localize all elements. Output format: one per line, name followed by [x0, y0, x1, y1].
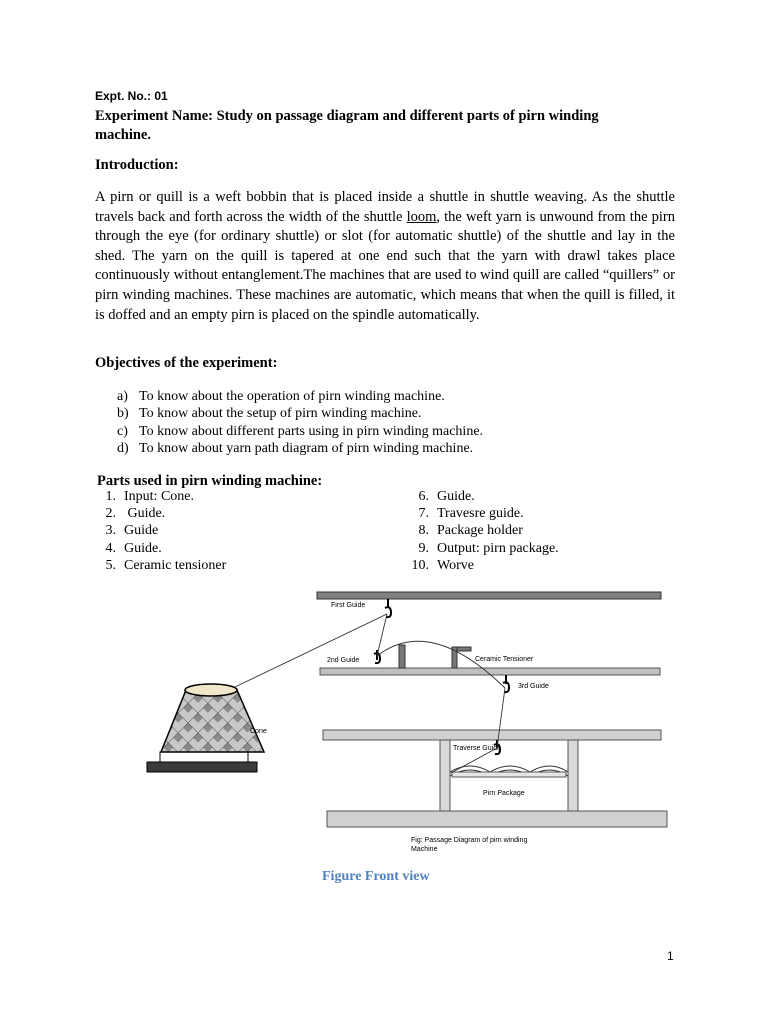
introduction-heading: Introduction:	[95, 157, 179, 173]
list-item-number: 6.	[418, 489, 429, 504]
list-item-text: Guide.	[124, 506, 166, 522]
cone	[147, 684, 264, 772]
list-item-number: 1.	[105, 489, 116, 504]
list-item-text: To know about the operation of pirn winding machine.	[139, 389, 445, 404]
intro-text-part2: , the weft yarn is unwound from the pirn through the eye (for ordinary shuttle) or slot (for automatic shuttle) of the shuttle and lay in the shed. The yarn on the quill is tapered at one end such that the yarn with drawl takes place continuously without entanglement.The machines that are used to wind quill are called “quillers” or pirn winding machines. These machines are automatic, which means that when the quill is filled, it is doffed and an empty pirn is placed on the spindle automatically.	[95, 208, 675, 323]
ceramic-tensioner	[399, 645, 471, 668]
list-item-text: To know about yarn path diagram of pirn winding machine.	[139, 441, 474, 457]
package-holder-left	[440, 740, 450, 811]
list-item-text: To know about different parts using in pirn winding machine.	[139, 423, 484, 439]
experiment-name-line1: Experiment Name: Study on passage diagram and different parts of pirn winding	[95, 108, 599, 124]
traverse-beam	[323, 730, 661, 740]
third-guide	[503, 675, 509, 692]
list-item-label: a)	[117, 389, 128, 404]
second-guide	[374, 650, 380, 663]
label-traverse-guide: Traverse Guide	[453, 745, 501, 752]
label-second-guide: 2nd Guide	[327, 657, 360, 664]
list-item-text: Worve	[437, 557, 474, 573]
list-item-number: 7.	[418, 506, 429, 522]
list-item-text: Guide.	[124, 540, 162, 556]
list-item-number: 3.	[105, 523, 116, 539]
label-third-guide: 3rd Guide	[518, 683, 549, 690]
list-item-number: 5.	[105, 557, 116, 573]
label-pirn-package: Pirn Package	[483, 790, 525, 797]
list-item-number: 4.	[105, 540, 116, 556]
list-item-text: Guide	[124, 523, 159, 539]
list-item-text: To know about the setup of pirn winding machine.	[139, 406, 422, 422]
pirn-package	[450, 766, 568, 777]
cone-base	[147, 762, 257, 772]
list-item-text: Package holder	[437, 523, 523, 539]
list-item-label: b)	[117, 406, 129, 422]
intro-text-part1: A pirn or quill is a weft bobbin that is placed inside a shuttle in shuttle weaving. As the shuttle travels back and forth across the width of the shuttle	[95, 189, 675, 225]
list-item-number: 10.	[411, 557, 429, 573]
experiment-name-line2: machine.	[95, 127, 151, 143]
figure-label-line2: Machine	[411, 846, 438, 853]
list-item-number: 9.	[418, 540, 429, 556]
label-ceramic-tensioner: Ceramic Tensioner	[475, 656, 534, 663]
page-number: 1	[667, 949, 674, 963]
label-first-guide: First Guide	[331, 602, 366, 609]
figure-label-line1: Fig: Passage Diagram of pirn winding	[411, 837, 528, 844]
list-item-label: d)	[117, 441, 129, 457]
package-holder-right	[568, 740, 578, 811]
parts-heading: Parts used in pirn winding machine:	[97, 473, 323, 489]
list-item-text: Ceramic tensioner	[124, 557, 227, 573]
list-item-label: c)	[117, 423, 128, 439]
list-item-text: Input: Cone.	[124, 489, 194, 504]
experiment-number: Expt. No.: 01	[95, 89, 168, 103]
cone-top	[185, 684, 237, 696]
list-item-text: Travesre guide.	[437, 506, 524, 522]
list-item-text: Output: pirn package.	[437, 540, 559, 556]
cone-body	[161, 690, 264, 752]
cone-stand	[160, 752, 248, 762]
loom-link[interactable]: loom	[406, 208, 437, 225]
base-beam	[327, 811, 667, 827]
label-cone: Cone	[250, 728, 267, 735]
objectives-heading: Objectives of the experiment:	[95, 355, 278, 371]
figure-caption: Figure Front view	[322, 869, 430, 884]
list-item-number: 8.	[418, 523, 429, 539]
list-item-number: 2.	[105, 506, 116, 522]
top-beam	[317, 592, 661, 599]
list-item-text: Guide.	[437, 489, 475, 504]
